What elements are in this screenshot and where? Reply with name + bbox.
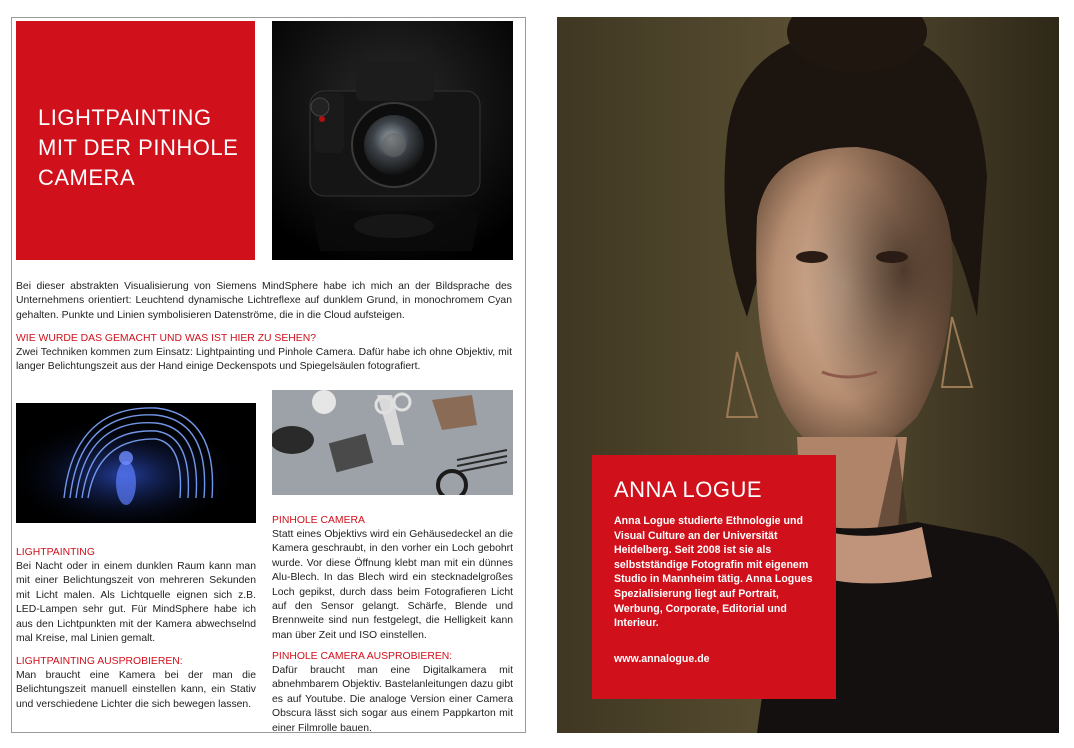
pinhole-tools-photo bbox=[272, 390, 513, 495]
website-link[interactable]: www.annalogue.de bbox=[614, 653, 710, 665]
page-title: LIGHTPAINTING MIT DER PINHOLE CAMERA bbox=[38, 105, 239, 190]
lightpainting-try-heading: LIGHTPAINTING AUSPROBIEREN: bbox=[16, 656, 183, 667]
pinhole-try-text: Dafür braucht man eine Digitalkamera mit abnehmbarem Objektiv. Bastelanleitungen dazu gibt es auf Youtube. Die analoge Version einer Camera Obscura lässt sich sogar aus einem Pappkarton mit einer Filmrolle bauen. bbox=[272, 665, 513, 734]
lightpainting-heading: LIGHTPAINTING bbox=[16, 547, 95, 558]
author-bio: Anna Logue studierte Ethnologie und Visual Culture an der Universität Heidelberg. Seit 2008 ist sie als selbstständige Fotografin mit eigenem Studio in Mannheim tätig. Anna Logues Spezialisierung liegt auf Portrait, Werbung, Corporate, Editorial und Interieur. bbox=[614, 515, 813, 630]
left-page bbox=[11, 17, 526, 733]
bio-box bbox=[592, 455, 836, 699]
title-block bbox=[16, 21, 255, 260]
right-page bbox=[557, 17, 1059, 733]
lightpainting-photo bbox=[16, 403, 256, 523]
section1-text: Zwei Techniken kommen zum Einsatz: Lightpainting und Pinhole Camera. Dafür habe ich ohne Objektiv, mit langer Belichtungszeit aus der Hand einige Deckenspots und Spiegelsäulen fotografiert. bbox=[16, 347, 512, 373]
pinhole-heading: PINHOLE CAMERA bbox=[272, 515, 365, 526]
camera-photo bbox=[272, 21, 513, 260]
author-name: ANNA LOGUE bbox=[614, 477, 763, 502]
section1-heading: WIE WURDE DAS GEMACHT UND WAS IST HIER ZU SEHEN? bbox=[16, 333, 317, 344]
pinhole-try-heading: PINHOLE CAMERA AUSPROBIEREN: bbox=[272, 651, 453, 662]
lightpainting-text: Bei Nacht oder in einem dunklen Raum kann man mit einer Belichtungszeit von mehreren Sekunden mit Licht malen. Als Lichtquelle eignen sich z.B. LED-Lampen sehr gut. Für MindSphere habe ich aus den Lichtpunkten mit der Kamera abwechselnd mal Kreise, mal Linien gemalt. bbox=[16, 561, 256, 645]
lightpainting-try-text: Man braucht eine Kamera bei der man die Belichtungszeit manuell einstellen kann, ein Stativ und verschiedene Lichter die sich bewegen lassen. bbox=[16, 670, 256, 710]
pinhole-text: Statt eines Objektivs wird ein Gehäusedeckel an die Kamera geschraubt, in den vorher ein Loch gebohrt wurde. Vor diese Öffnung klebt man mit ein dünnes Alu-Blech. In das Blech wird ein stecknadelgroßes Loch gepikst, durch dass beim Fotografieren Licht auf den Sensor gelangt. Schärfe, Blende und Brennweite sind nun festgelegt, die Helligkeit kann man über Zeit und ISO einstellen. bbox=[272, 529, 513, 641]
intro-text: Bei dieser abstrakten Visualisierung von Siemens MindSphere habe ich mich an der Bildsprache des Unternehmens orientiert: Leuchtend dynamische Lichtreflexe auf dunklem Grund, in monochromem Cyan gehalten. Punkte und Linien symbolisieren Datenströme, die in die Cloud aufsteigen. bbox=[16, 281, 512, 321]
